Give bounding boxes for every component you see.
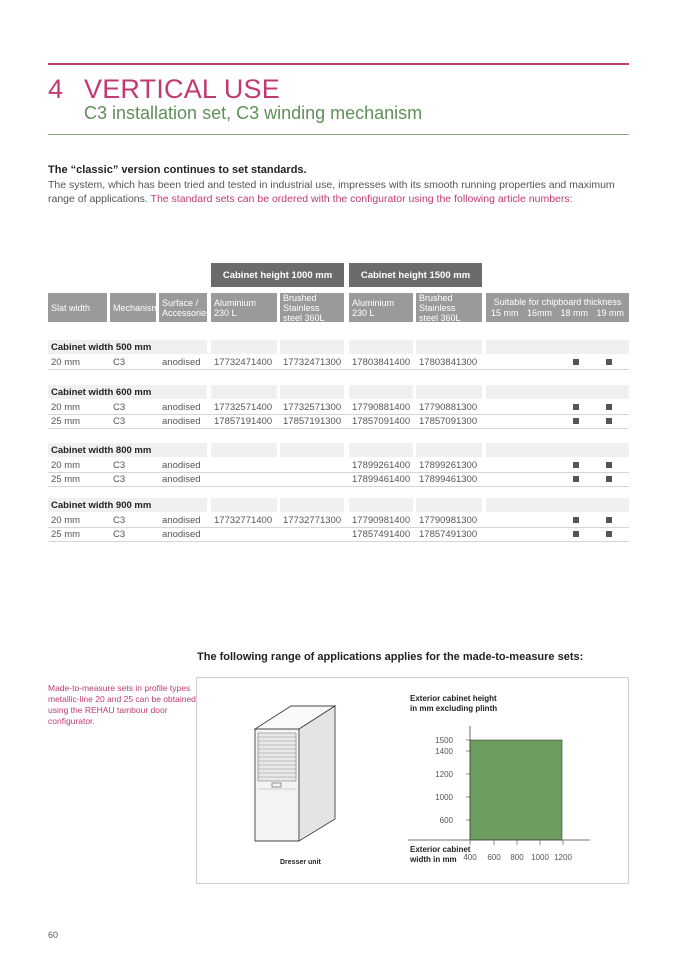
row-divider: [48, 541, 629, 542]
availability-square: [606, 476, 612, 482]
col-header-label: Surface /: [162, 297, 199, 308]
table-cell: 20 mm: [51, 356, 81, 368]
y-tick-label: 1400: [435, 747, 453, 756]
table-cell: 20 mm: [51, 459, 81, 471]
table-cell: C3: [113, 514, 126, 526]
row-divider: [48, 486, 629, 487]
table-cell: 17803841300: [419, 356, 478, 368]
chapter-heading: [48, 74, 280, 105]
group-header-bar: [349, 340, 413, 354]
y-tick-label: 600: [439, 816, 453, 825]
table-cell: 17732471400: [214, 356, 273, 368]
header-rule: [48, 63, 629, 65]
intro-lead: The “classic” version continues to set standards.: [48, 164, 307, 176]
table-cell: 17899461300: [419, 473, 478, 485]
table-cell: C3: [113, 356, 126, 368]
availability-square: [606, 404, 612, 410]
col-header-label: Aluminium: [352, 297, 395, 308]
availability-square: [573, 517, 579, 523]
group-header-bar: [349, 385, 413, 399]
dresser-unit-illustration: [250, 703, 350, 853]
chapter-subtitle: C3 installation set, C3 winding mechanism: [84, 103, 423, 123]
table-cell: 17899261400: [352, 459, 411, 471]
group-header-bar: [486, 340, 629, 354]
col-header-label: Mechanism: [113, 302, 160, 313]
table-cell: 17803841400: [352, 356, 411, 368]
availability-square: [606, 462, 612, 468]
availability-square: [573, 359, 579, 365]
group-title: Cabinet width 600 mm: [51, 386, 152, 398]
thickness-15: 15 mm: [491, 308, 519, 318]
col-header-mechanism: [110, 293, 160, 322]
col-header-label: steel 360L: [419, 312, 461, 323]
group-header-bar: [280, 385, 344, 399]
table-cell: 17857091300: [419, 415, 478, 427]
thickness-18: 18 mm: [560, 308, 588, 318]
availability-square: [606, 517, 612, 523]
group-header-bar: [211, 443, 277, 457]
group-header-bar: [349, 443, 413, 457]
col-header-label: Aluminium: [214, 297, 257, 308]
table-cell: 17790881400: [352, 401, 411, 413]
table-cell: anodised: [162, 356, 201, 368]
y-tick-label: 1200: [435, 770, 453, 779]
x-tick-label: 400: [463, 853, 477, 860]
col-header-label: Suitable for chipboard thickness: [493, 297, 622, 307]
group-header-bar: [280, 498, 344, 512]
col-header-slat-width: [48, 293, 107, 322]
table-cell: anodised: [162, 514, 201, 526]
col-header-label: 230 L: [352, 307, 375, 318]
table-cell: C3: [113, 528, 126, 540]
group-header-bar: [416, 385, 482, 399]
table-cell: [211, 472, 277, 486]
table-cell: [211, 458, 277, 472]
subtitle-rule: [48, 134, 629, 135]
availability-square: [606, 359, 612, 365]
table-cell: 17857191400: [214, 415, 273, 427]
table-cell: 17899461400: [352, 473, 411, 485]
table-cell: 17857191300: [283, 415, 342, 427]
row-divider: [48, 369, 629, 370]
table-cell: 25 mm: [51, 473, 81, 485]
table-cell: 17857091400: [352, 415, 411, 427]
x-tick-label: 600: [487, 853, 501, 860]
table-cell: [211, 527, 277, 541]
page-number: 60: [48, 930, 59, 940]
table-cell: 17732471300: [283, 356, 342, 368]
col-header-label: Accessories: [162, 307, 211, 318]
applications-title: The following range of applications applies for the made-to-measure sets:: [197, 651, 584, 663]
table-cell: 17732771400: [214, 514, 273, 526]
configurator-note: Made-to-measure sets in profile types metallic-line 20 and 25 can be obtained using the REHAU tambour door configurator.: [48, 683, 196, 726]
availability-square: [573, 404, 579, 410]
group-header-bar: [211, 385, 277, 399]
col-header-thickness: [486, 293, 629, 322]
intro-body: The system, which has been tried and tested in industrial use, impresses with its smooth running properties and maximum range of applications.: [48, 179, 615, 205]
table-cell: anodised: [162, 528, 201, 540]
group-header-bar: [211, 498, 277, 512]
x-tick-label: 1200: [554, 853, 572, 860]
table-cell: 17857491400: [352, 528, 411, 540]
intro-text: [48, 163, 629, 206]
table-cell: [280, 458, 344, 472]
availability-square: [573, 462, 579, 468]
chart-y-title: [410, 694, 497, 714]
table-cell: 17790981400: [352, 514, 411, 526]
col-header-surface: [159, 293, 211, 322]
table-cell: 17790981300: [419, 514, 478, 526]
group-header-bar: [211, 340, 277, 354]
table-cell: C3: [113, 401, 126, 413]
table-cell: anodised: [162, 401, 201, 413]
table-cell: 17732571400: [214, 401, 273, 413]
availability-square: [573, 531, 579, 537]
group-header-bar: [280, 443, 344, 457]
table-cell: 17732571300: [283, 401, 342, 413]
table-cell: C3: [113, 415, 126, 427]
group-header-1500: Cabinet height 1500 mm: [349, 263, 482, 287]
thickness-19: 19 mm: [596, 308, 624, 318]
chart-y-title-line: Exterior cabinet height: [410, 694, 497, 703]
col-header-label: 230 L: [214, 307, 237, 318]
table-cell: anodised: [162, 415, 201, 427]
valid-range-region: [470, 740, 562, 840]
y-tick-label: 1000: [435, 793, 453, 802]
col-header-label: steel 360L: [283, 312, 325, 323]
group-header-bar: [416, 340, 482, 354]
chart-x-title-line: width in mm: [410, 855, 457, 864]
col-header-steel-1500: [416, 293, 482, 322]
table-cell: 17857491300: [419, 528, 478, 540]
col-header-steel-1000: [280, 293, 344, 322]
col-header-label: Brushed Stainless: [283, 292, 320, 313]
height-width-chart: [400, 720, 600, 860]
availability-square: [606, 418, 612, 424]
group-header-bar: [486, 385, 629, 399]
table-cell: 20 mm: [51, 401, 81, 413]
group-header-bar: [280, 340, 344, 354]
col-header-alu-1500: [349, 293, 413, 322]
table-cell: 17899261300: [419, 459, 478, 471]
group-header-bar: [349, 498, 413, 512]
table-cell: 25 mm: [51, 528, 81, 540]
col-header-label: Brushed Stainless: [419, 292, 456, 313]
col-header-alu-1000: [211, 293, 277, 322]
table-cell: 17790881300: [419, 401, 478, 413]
y-tick-label: 1500: [435, 736, 453, 745]
dresser-unit-label: Dresser unit: [280, 859, 321, 866]
row-divider: [48, 428, 629, 429]
x-tick-label: 1000: [531, 853, 549, 860]
chart-x-title-line: Exterior cabinet: [410, 845, 471, 854]
group-header-bar: [416, 443, 482, 457]
availability-square: [573, 476, 579, 482]
chapter-number: 4: [48, 74, 64, 104]
availability-square: [606, 531, 612, 537]
chart-y-title-line: in mm excluding plinth: [410, 704, 498, 713]
table-cell: [280, 472, 344, 486]
table-cell: 20 mm: [51, 514, 81, 526]
group-title: Cabinet width 500 mm: [51, 341, 152, 353]
thickness-16: 16mm: [526, 308, 552, 318]
table-cell: anodised: [162, 459, 201, 471]
table-cell: anodised: [162, 473, 201, 485]
table-cell: 17732771300: [283, 514, 342, 526]
table-cell: 25 mm: [51, 415, 81, 427]
chapter-title: VERTICAL USE: [84, 74, 280, 104]
availability-square: [573, 418, 579, 424]
group-title: Cabinet width 900 mm: [51, 499, 152, 511]
group-header-bar: [416, 498, 482, 512]
group-title: Cabinet width 800 mm: [51, 444, 152, 456]
intro-highlight: The standard sets can be ordered with the configurator using the following article numbers:: [150, 193, 573, 205]
col-header-label: Slat width: [51, 302, 91, 313]
group-header-bar: [486, 443, 629, 457]
table-cell: C3: [113, 459, 126, 471]
table-cell: C3: [113, 473, 126, 485]
group-header-bar: [486, 498, 629, 512]
group-header-1000: Cabinet height 1000 mm: [211, 263, 344, 287]
x-tick-label: 800: [510, 853, 524, 860]
thickness-values: [486, 308, 629, 318]
table-cell: [280, 527, 344, 541]
